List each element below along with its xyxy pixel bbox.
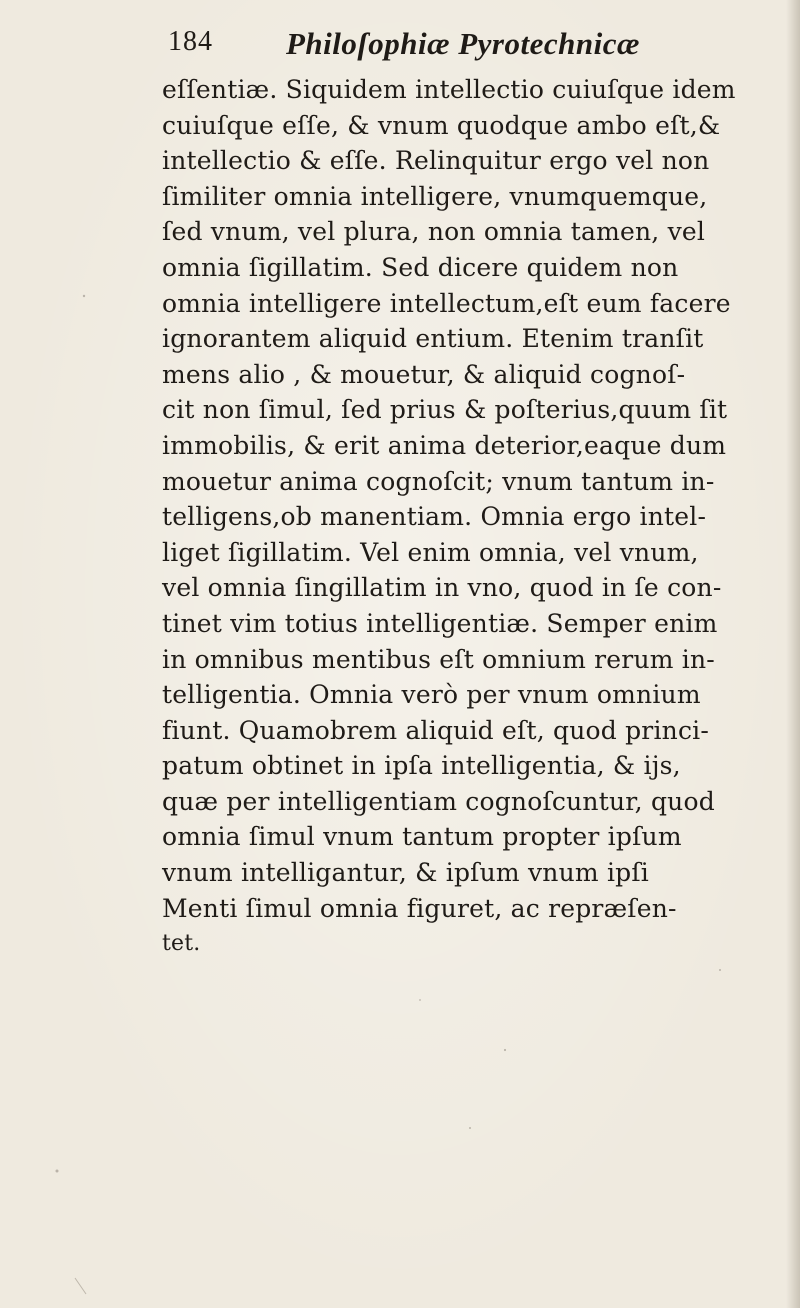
- page-header: [168, 26, 708, 70]
- text-line: eſſentiæ. Siquidem intellectio cuiuſque idem: [162, 75, 736, 104]
- text-line: Menti ſimul omnia figuret, ac repræſen-: [162, 893, 677, 923]
- text-line: ignorantem aliquid entium. Etenim tranſit: [162, 324, 704, 354]
- text-line: in omnibus mentibus eſt omnium rerum in-: [162, 644, 715, 674]
- page-edge-shadow: [786, 0, 800, 1308]
- running-title: Philoſophiæ Pyrotechnicæ: [286, 26, 640, 61]
- text-line: mouetur anima cognoſcit; vnum tantum in-: [162, 466, 715, 496]
- text-line: telligentia. Omnia verò per vnum omnium: [162, 680, 701, 710]
- text-line: mens alio , & mouetur, & aliquid cognoſ-: [162, 359, 686, 389]
- text-line: telligens,ob manentiam. Omnia ergo intel-: [162, 502, 707, 532]
- text-line: ſimiliter omnia intelligere, vnumquemque,: [162, 181, 708, 211]
- text-line: patum obtinet in ipſa intelligentia, & ijs,: [162, 751, 681, 781]
- text-line: fiunt. Quamobrem aliquid eſt, quod princi-: [162, 715, 709, 745]
- text-line: omnia intelligere intellectum,eſt eum facere: [162, 288, 731, 318]
- text-line: vel omnia ſingillatim in vno, quod in ſe con-: [162, 573, 722, 603]
- text-line: quæ per intelligentiam cognoſcuntur, quod: [162, 786, 715, 816]
- text-line: liget ſigillatim. Vel enim omnia, vel vnum,: [162, 537, 699, 567]
- text-line: cit non ſimul, ſed prius & poſterius,quum ſit: [162, 395, 728, 425]
- body-text: [162, 72, 736, 962]
- text-line: cuiuſque eſſe, & vnum quodque ambo eſt,&: [162, 110, 721, 140]
- text-line: omnia ſimul vnum tantum propter ipſum: [162, 822, 682, 852]
- text-line: vnum intelligantur, & ipſum vnum ipſi: [162, 858, 649, 888]
- text-line: intellectio & eſſe. Relinquitur ergo vel non: [162, 146, 710, 176]
- page-number: 184: [168, 26, 213, 57]
- text-line: immobilis, & erit anima deterior,eaque dum: [162, 430, 727, 460]
- text-line: ſed vnum, vel plura, non omnia tamen, vel: [162, 217, 706, 247]
- text-line: tinet vim totius intelligentiæ. Semper enim: [162, 608, 718, 638]
- text-line-catchword: tet.: [162, 931, 201, 957]
- text-line: omnia ſigillatim. Sed dicere quidem non: [162, 252, 679, 282]
